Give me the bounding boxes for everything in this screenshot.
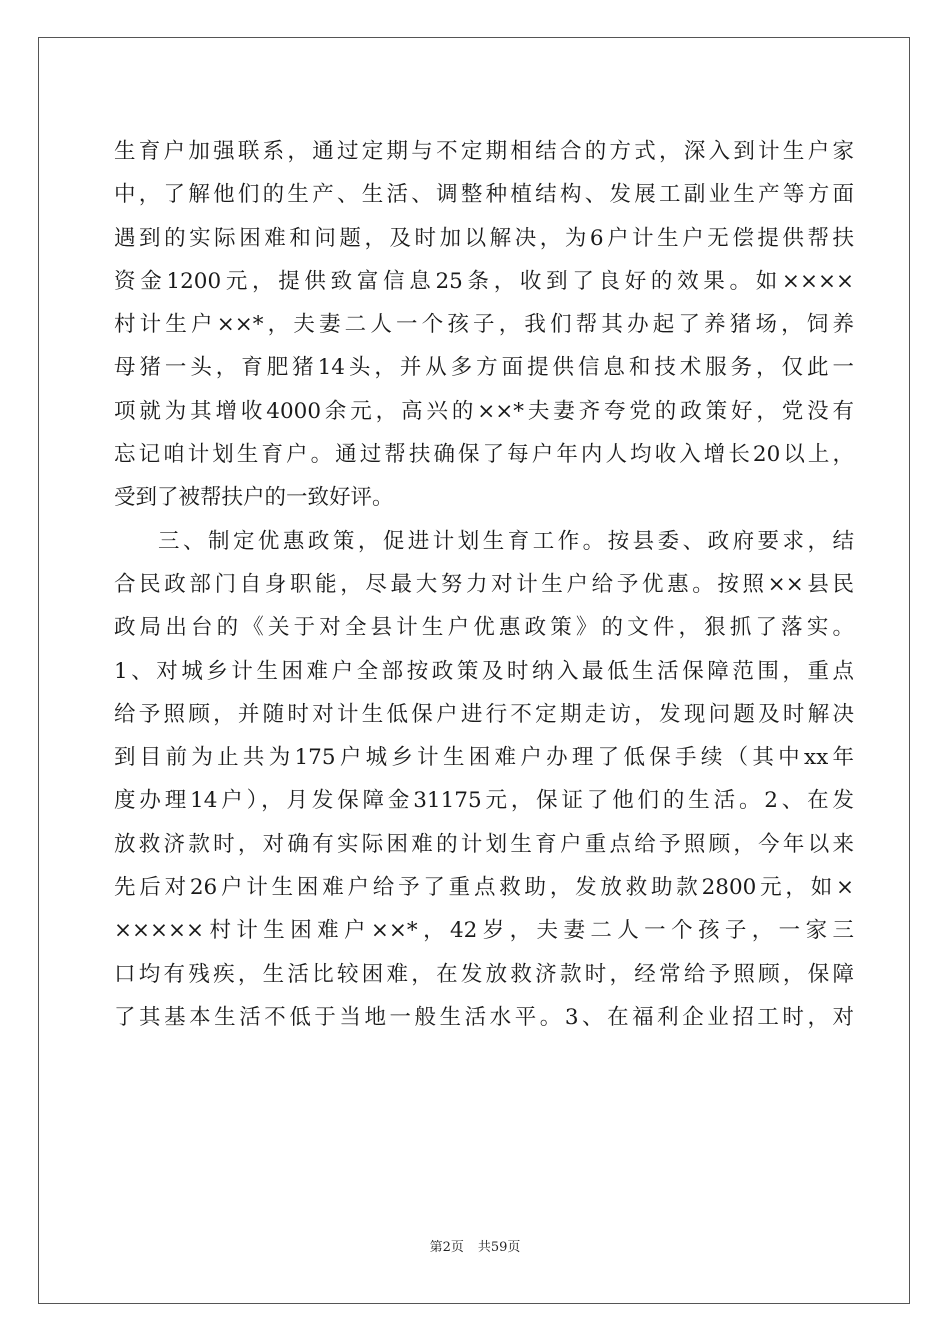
text-line: 合民政部门自身职能，尽最大努力对计生户给予优惠。按照××县民 [114, 571, 854, 597]
text-line: 资金1200元，提供致富信息25条，收到了良好的效果。如×××× [114, 268, 854, 294]
text-line: 中，了解他们的生产、生活、调整种植结构、发展工副业生产等方面 [114, 182, 854, 208]
page-number: 第2页 [429, 1240, 464, 1255]
text-line: 忘记咱计划生育户。通过帮扶确保了每户年内人均收入增长20以上， [114, 442, 854, 468]
text-line: 1、对城乡计生困难户全部按政策及时纳入最低生活保障范围，重点 [114, 658, 854, 684]
text-line: 生育户加强联系，通过定期与不定期相结合的方式，深入到计生户家 [114, 139, 854, 164]
text-line: 政局出台的《关于对全县计生户优惠政策》的文件，狠抓了落实。 [114, 615, 854, 641]
text-line: 遇到的实际困难和问题，及时加以解决，为6户计生户无偿提供帮扶 [114, 225, 854, 251]
text-line: 村计生户××*，夫妻二人一个孩子，我们帮其办起了养猪场，饲养 [114, 312, 854, 338]
document-body [114, 130, 854, 1039]
text-line: 受到了被帮扶户的一致好评。 [114, 485, 394, 511]
text-line: 项就为其增收4000余元，高兴的××*夫妻齐夸党的政策好，党没有 [114, 398, 854, 424]
text-line: 三、制定优惠政策，促进计划生育工作。按县委、政府要求，结 [158, 528, 854, 554]
page-total: 共59页 [477, 1240, 521, 1255]
text-line: 放救济款时，对确有实际困难的计划生育户重点给予照顾，今年以来 [114, 831, 854, 857]
text-line: 口均有残疾，生活比较困难，在发放救济款时，经常给予照顾，保障 [114, 961, 854, 987]
text-line: 给予照顾，并随时对计生低保户进行不定期走访，发现问题及时解决 [114, 701, 854, 727]
text-line: ×××××村计生困难户××*，42岁，夫妻二人一个孩子，一家三 [114, 918, 854, 944]
text-line: 了其基本生活不低于当地一般生活水平。3、在福利企业招工时，对 [114, 1004, 854, 1030]
page-footer [0, 1240, 950, 1256]
text-line: 先后对26户计生困难户给予了重点救助，发放救助款2800元，如× [114, 875, 854, 901]
text-line: 母猪一头，育肥猪14头，并从多方面提供信息和技术服务，仅此一 [114, 355, 854, 381]
text-line: 到目前为止共为175户城乡计生困难户办理了低保手续（其中xx年 [114, 745, 854, 771]
text-line: 度办理14户），月发保障金31175元，保证了他们的生活。2、在发 [114, 788, 854, 814]
